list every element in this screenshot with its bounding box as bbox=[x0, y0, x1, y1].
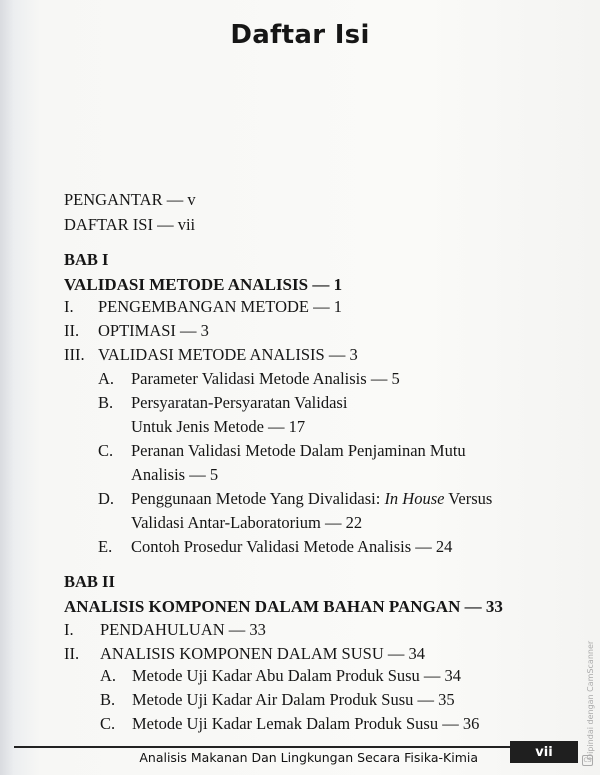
chapter-1-label: BAB I bbox=[64, 250, 109, 269]
toc-subsection bbox=[100, 714, 480, 734]
section-title: OPTIMASI — 3 bbox=[98, 321, 209, 340]
subsection-title bbox=[131, 489, 492, 509]
toc-subsection bbox=[98, 489, 493, 532]
page-number: vii bbox=[510, 741, 578, 763]
subsection-title-continued: Validasi Antar-Laboratorium — 22 bbox=[131, 513, 363, 532]
scanner-watermark bbox=[578, 640, 594, 770]
toc-subsection bbox=[100, 690, 455, 710]
toc-subsection bbox=[98, 369, 400, 389]
toc-subsection bbox=[98, 441, 466, 484]
subsection-letter: A. bbox=[100, 666, 117, 685]
subsection-letter: B. bbox=[98, 393, 114, 412]
subsection-title: Peranan Validasi Metode Dalam Penjaminan Mutu bbox=[131, 441, 466, 460]
scanner-watermark-text: Dipindai dengan CamScanner bbox=[586, 640, 595, 760]
subsection-title-continued: Analisis — 5 bbox=[131, 465, 219, 484]
subsection-title: Metode Uji Kadar Air Dalam Produk Susu — 35 bbox=[132, 690, 455, 709]
toc-subsection bbox=[100, 666, 462, 686]
section-title: ANALISIS KOMPONEN DALAM SUSU — 34 bbox=[100, 644, 425, 663]
subsection-letter: E. bbox=[98, 537, 113, 556]
subsection-letter: C. bbox=[98, 441, 114, 460]
subsection-title: Persyaratan-Persyaratan Validasi bbox=[131, 393, 348, 412]
footer-rule bbox=[14, 746, 540, 748]
section-title: PENDAHULUAN — 33 bbox=[100, 620, 266, 639]
subsection-title-part: Versus bbox=[444, 489, 493, 508]
page-title: Daftar Isi bbox=[230, 20, 370, 50]
section-title: VALIDASI METODE ANALISIS — 3 bbox=[98, 345, 358, 364]
subsection-title-part: Penggunaan Metode Yang Divalidasi: bbox=[131, 489, 385, 508]
camscanner-icon: CS bbox=[583, 757, 592, 764]
chapter-2-heading: ANALISIS KOMPONEN DALAM BAHAN PANGAN — 33 bbox=[64, 597, 503, 616]
chapter-1-heading: VALIDASI METODE ANALISIS — 1 bbox=[64, 275, 343, 294]
section-number: I. bbox=[64, 620, 74, 639]
subsection-title: Contoh Prosedur Validasi Metode Analisis — 24 bbox=[131, 537, 453, 556]
subsection-letter: B. bbox=[100, 690, 116, 709]
section-number: III. bbox=[64, 345, 85, 364]
toc-section bbox=[64, 345, 358, 365]
subsection-title-continued: Untuk Jenis Metode — 17 bbox=[131, 417, 306, 436]
section-number: I. bbox=[64, 297, 74, 316]
subsection-letter: A. bbox=[98, 369, 115, 388]
toc-entry-pengantar: PENGANTAR — v bbox=[64, 190, 196, 209]
section-number: II. bbox=[64, 321, 80, 340]
toc-section bbox=[64, 321, 209, 341]
toc-section bbox=[64, 644, 425, 664]
subsection-title: Parameter Validasi Metode Analisis — 5 bbox=[131, 369, 400, 388]
subsection-title: Metode Uji Kadar Abu Dalam Produk Susu — 34 bbox=[132, 666, 462, 685]
footer-book-title: Analisis Makanan Dan Lingkungan Secara Fisika-Kimia bbox=[139, 750, 478, 765]
subsection-title: Metode Uji Kadar Lemak Dalam Produk Susu — 36 bbox=[132, 714, 480, 733]
toc-entry-daftar-isi: DAFTAR ISI — vii bbox=[64, 215, 196, 234]
toc-subsection bbox=[98, 393, 348, 436]
toc-section bbox=[64, 297, 342, 317]
subsection-title-italic: In House bbox=[384, 489, 445, 508]
section-title: PENGEMBANGAN METODE — 1 bbox=[98, 297, 342, 316]
chapter-2-label: BAB II bbox=[64, 572, 115, 591]
toc-subsection bbox=[98, 537, 453, 557]
toc-section bbox=[64, 620, 266, 640]
section-number: II. bbox=[64, 644, 80, 663]
subsection-letter: C. bbox=[100, 714, 116, 733]
subsection-letter: D. bbox=[98, 489, 115, 508]
